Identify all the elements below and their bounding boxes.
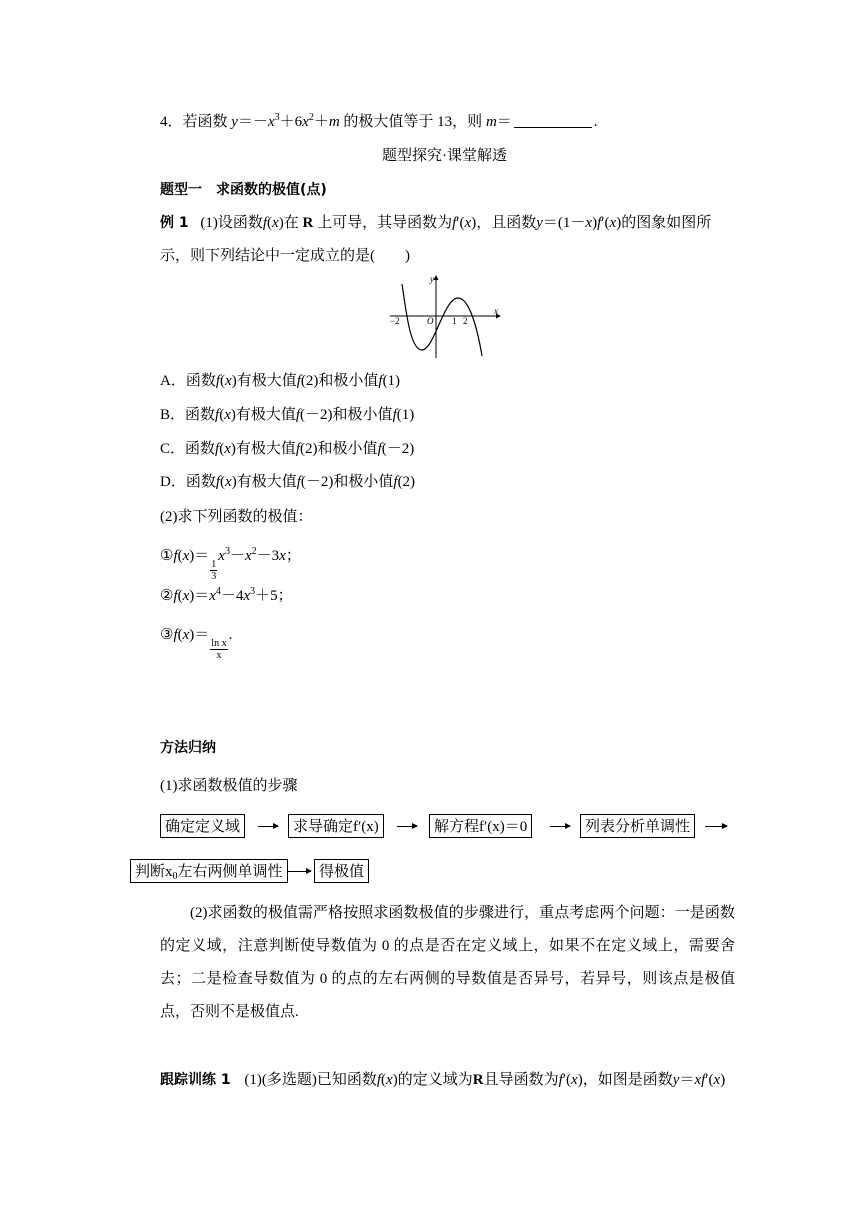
curve xyxy=(402,284,482,356)
tick-minus-2: −2 xyxy=(390,316,400,326)
topic-heading: 题型一 求函数的极值(点) xyxy=(160,182,327,198)
option-c[interactable]: C．函数f(x)有极大值f(2)和极小值f(－2) xyxy=(160,441,415,457)
method-step-title: (1)求函数极值的步骤 xyxy=(160,778,298,794)
question-4: 4．若函数 $y=-x^3+6x^2+m$ 的极大值等于 13，则 m＝ . xyxy=(160,112,598,130)
method-heading: 方法归纳 xyxy=(160,740,216,756)
flow-box-table: 列表分析单调性 xyxy=(580,814,695,838)
function-item-2: $②f(x)=x^4-4x^3+5$； xyxy=(160,586,293,604)
flow-box-domain: 确定定义域 xyxy=(160,814,245,838)
flow-arrow-4 xyxy=(705,826,727,827)
flow-box-result: 得极值 xyxy=(314,859,369,883)
tick-2: 2 xyxy=(463,316,468,326)
x-axis-label: x xyxy=(494,306,498,316)
flow-box-equation: 解方程f′(x)＝0 xyxy=(429,814,532,838)
flow-arrow-5 xyxy=(287,871,311,872)
flow-arrow-3 xyxy=(550,826,570,827)
flow-arrow-2 xyxy=(397,826,417,827)
y-axis-label: y xyxy=(430,274,434,284)
example-1-line-2: 示，则下列结论中一定成立的是( ) xyxy=(160,248,410,264)
method-paragraph-2: (2)求函数的极值需严格按照求函数极值的步骤进行，重点考虑两个问题：一是函数的定义域，注意判断使导数值为 0 的点是否在定义域上，如果不在定义域上，需要舍去；二是检查导数值为 0 的点的左右两侧的导数值是否异号，若异号，则该点是极值点，否则不是极值点. xyxy=(160,905,735,1020)
function-item-3: ③f(x)＝ $\frac{\text{ln x}}{x}$ . xyxy=(160,627,233,661)
tick-1: 1 xyxy=(452,316,457,326)
option-a[interactable]: A．函数f(x)有极大值f(2)和极小值f(1) xyxy=(160,373,401,389)
flow-box-sides: 判断$x_0$左右两侧单调性 xyxy=(130,859,288,883)
function-item-1: ①f(x)＝ $\frac{1}{3}$ $x^3-x^2-3x$； xyxy=(160,546,301,582)
option-b[interactable]: B．函数f(x)有极大值f(－2)和极小值f(1) xyxy=(160,407,415,423)
function-graph xyxy=(384,270,504,362)
y-axis-arrow xyxy=(434,275,439,280)
option-d[interactable]: D．函数f(x)有极大值f(－2)和极小值f(2) xyxy=(160,474,416,490)
example-label: 例 1 xyxy=(160,215,189,231)
section-title: 题型探究·课堂解透 xyxy=(382,148,507,164)
example-1-line-1: 例 1 (1)设函数f(x)在 R 上可导，其导函数为f′(x)，且函数y＝(1－x)f′(x)的图象如图所 xyxy=(160,215,712,231)
flow-arrow-1 xyxy=(258,826,278,827)
tracking-practice-line: 跟踪训练 1 (1)(多选题)已知函数f(x)的定义域为R且导函数为f′(x)，如图是函数y＝xf′(x) xyxy=(160,1072,726,1088)
answer-blank[interactable] xyxy=(514,113,592,128)
flow-box-derivative: 求导确定f′(x) xyxy=(288,814,384,838)
origin-label: O xyxy=(427,316,434,326)
tracking-label: 跟踪训练 1 xyxy=(160,1072,231,1088)
example-1-part-2: (2)求下列函数的极值： xyxy=(160,509,313,525)
